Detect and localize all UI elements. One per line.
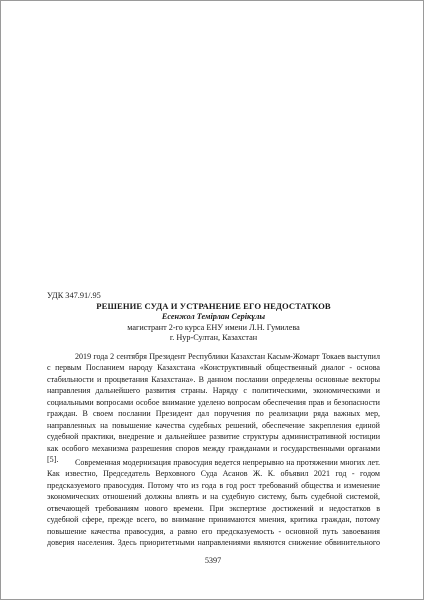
text-line: направления дальнейшего развития страны. Наряду с политическими, экономическими и [47, 386, 380, 396]
text-line: как особого механизма разрешения споров между гражданами и государственными органами [47, 443, 380, 453]
text-line: экономических отношений должны влиять и на судебную систему, быть судебной системой, [47, 492, 380, 502]
text-line: судебной практики, внедрение и дальнейшее развитие структуры административной юстиции [47, 432, 380, 442]
udc-code: УДК 347.91/.95 [47, 291, 101, 300]
text-line: 2019 года 2 сентября Президент Республики Казахстан Касым-Жомарт Токаев выступил [75, 352, 380, 361]
author-city: г. Нур-Султан, Казахстан [169, 333, 258, 342]
text-line: повышение качества правосудия, а равно его предсказуемость - основной путь завоевания [47, 526, 380, 536]
paragraph-2 [47, 457, 380, 549]
text-line: судебной сфере, прежде всего, во внимание принимаются мнения, критика граждан, потому [47, 515, 380, 525]
text-line: граждан. В своем послании Президент дал поручения по реализации ряда важных мер, [47, 409, 380, 419]
text-line: стабильности и процветания Казахстана». В данном послании определены основные векторы [47, 374, 380, 384]
author-affiliation: магистрант 2-го курса ЕНУ имени Л.Н. Гумилева [127, 322, 300, 332]
text-line: предсказуемого правосудия. Потому что из года в год рост требований общества и изменение [47, 480, 380, 490]
text-line: отвечающей требованиям нового времени. При экспертизе достижений и недостатков в [47, 503, 380, 513]
text-line: Современная модернизация правосудия ведется непрерывно на протяжении многих лет. [75, 458, 380, 467]
text-line: Как известно, Председатель Верховного Суда Асанов Ж. К. объявил 2021 год - годом [47, 469, 380, 479]
text-line: доверия населения. Здесь приоритетными направлениями являются снижение обвинительного [47, 538, 380, 548]
paragraph-1 [47, 351, 380, 466]
text-line: [5]. [47, 455, 59, 465]
text-line: с первым Посланием народу Казахстана «Конструктивный общественный диалог - основа [47, 363, 380, 373]
article-header [47, 301, 380, 344]
text-line: направленных на повышение качества судебных решений, обеспечение закрепления единой [47, 420, 380, 430]
article-title: РЕШЕНИЕ СУДА И УСТРАНЕНИЕ ЕГО НЕДОСТАТКОВ [96, 301, 331, 311]
author-name: Есенжол Темірлан Серікұлы [161, 312, 266, 321]
text-line: социальными вопросами особое внимание уделено вопросам обеспечения прав и безопасности [47, 397, 380, 407]
page-number: 5397 [204, 556, 222, 565]
